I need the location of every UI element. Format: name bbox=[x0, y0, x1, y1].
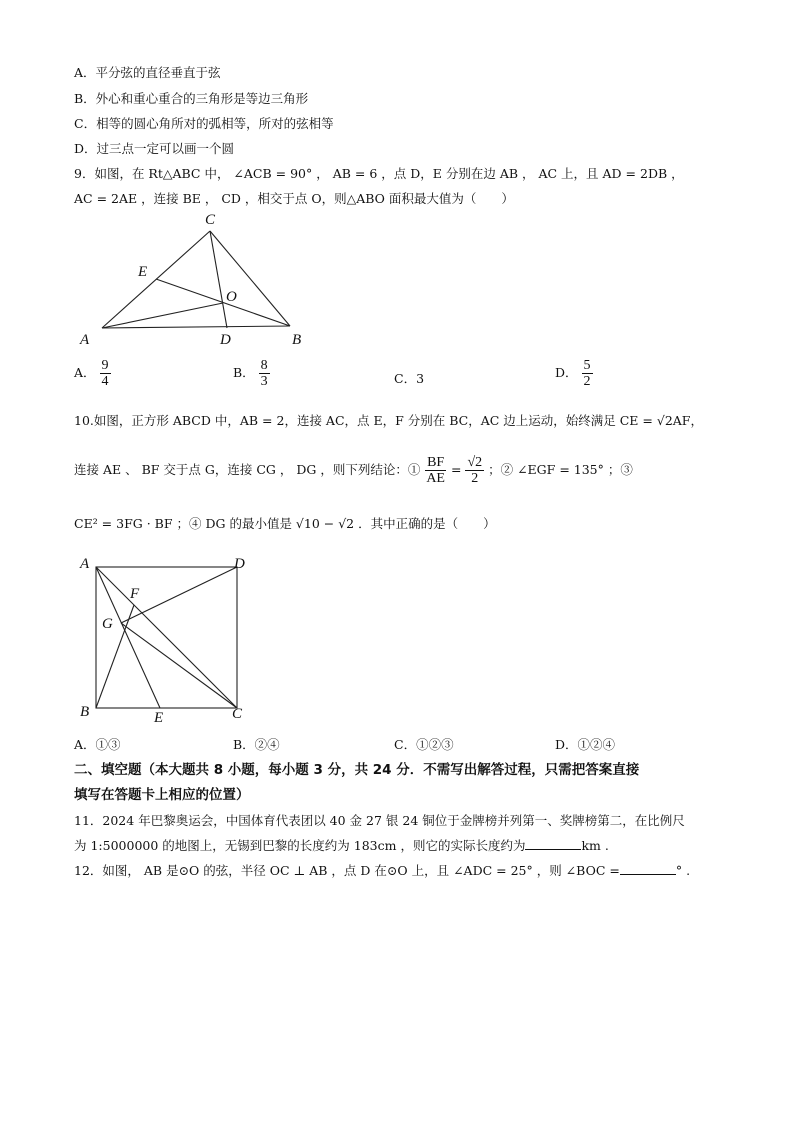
q12-stem: 12．如图， AB 是⊙O 的弦，半径 OC ⊥ AB ，点 D 在⊙O 上，且 ∠ADC = 25° ，则 ∠BOC = ° . bbox=[74, 863, 691, 878]
section-heading-line2: 填写在答题卡上相应的位置） bbox=[74, 787, 250, 803]
q11-stem-line1: 11．2024 年巴黎奥运会，中国体育代表团以 40 金 27 银 24 铜位于金牌榜并列第一、奖牌榜第二，在比例尺 bbox=[74, 813, 685, 828]
fraction-bf-ae: $\frac{BF}{AE}$ bbox=[426, 455, 445, 486]
fraction: $\frac{9}{4}$ bbox=[101, 358, 109, 389]
fraction: $\frac{5}{2}$ bbox=[583, 358, 591, 389]
segment-ae bbox=[96, 567, 160, 708]
label-o: O bbox=[226, 289, 237, 305]
segment-ab bbox=[102, 326, 290, 328]
q10-option-b: B．②④ bbox=[233, 737, 280, 752]
label-a: A bbox=[80, 556, 90, 572]
q10-option-a: A．①③ bbox=[74, 737, 121, 752]
segment-gc bbox=[121, 623, 237, 708]
fraction: $\frac{8}{3}$ bbox=[260, 358, 268, 389]
q11-stem-line2: 为 1:5000000 的地图上，无锡到巴黎的长度约为 183cm ，则它的实际长度约为 km . bbox=[74, 838, 609, 853]
q8-option-a: A．平分弦的直径垂直于弦 bbox=[74, 65, 221, 80]
answer-blank[interactable] bbox=[525, 837, 581, 850]
q9-option-c: C．3 bbox=[394, 371, 425, 386]
label-f: F bbox=[130, 586, 140, 602]
diagonal-ac bbox=[96, 567, 237, 708]
label-b: B bbox=[80, 704, 90, 720]
q8-option-b: B．外心和重心重合的三角形是等边三角形 bbox=[74, 91, 309, 106]
q9-triangle-figure bbox=[70, 208, 320, 353]
q9-option-d: D． $\frac{5}{2}$ bbox=[555, 358, 591, 389]
q10-stem-line3: CE² = 3FG · BF ；④ DG 的最小值是 √10 − √2 ．其中正确的是（ ） bbox=[74, 516, 496, 531]
segment-ao bbox=[102, 303, 223, 328]
label-b: B bbox=[292, 332, 302, 348]
fraction-root2-2: $\frac{√2}{2}$ bbox=[467, 455, 483, 486]
q9-stem-line2: AC = 2AE ，连接 BE ， CD ，相交于点 O，则△ABO 面积最大值为（ ） bbox=[74, 191, 514, 206]
q9-option-a: A． $\frac{9}{4}$ bbox=[74, 358, 109, 389]
q9-stem-line1: 9．如图，在 Rt△ABC 中， ∠ACB = 90° ， AB = 6 ，点 D，E 分别在边 AB ， AC 上，且 AD = 2DB ， bbox=[74, 166, 684, 181]
label-c: C bbox=[232, 706, 243, 722]
q10-option-c: C．①②③ bbox=[394, 737, 454, 752]
q9-option-b: B． $\frac{8}{3}$ bbox=[233, 358, 268, 389]
segment-cd bbox=[210, 231, 227, 328]
label-d: D bbox=[234, 556, 245, 572]
label-g: G bbox=[102, 616, 113, 632]
label-c: C bbox=[205, 212, 216, 228]
q10-square-figure bbox=[74, 552, 264, 730]
label-e: E bbox=[138, 264, 148, 280]
section-heading-line1: 二、填空题（本大题共 8 小题，每小题 3 分，共 24 分．不需写出解答过程，只需把答案直接 bbox=[74, 762, 640, 778]
label-a: A bbox=[80, 332, 90, 348]
q8-option-c: C．相等的圆心角所对的弧相等，所对的弦相等 bbox=[74, 116, 334, 131]
answer-blank[interactable] bbox=[620, 862, 676, 875]
label-e: E bbox=[154, 710, 164, 726]
q8-option-d: D．过三点一定可以画一个圆 bbox=[74, 141, 235, 156]
q10-stem-line1: 10.如图，正方形 ABCD 中，AB = 2，连接 AC，点 E，F 分别在 BC，AC 边上运动，始终满足 CE = √2AF， bbox=[74, 413, 703, 428]
q10-option-d: D．①②④ bbox=[555, 737, 616, 752]
label-d: D bbox=[220, 332, 231, 348]
q10-stem-line2: 连接 AE 、 BF 交于点 G，连接 CG ， DG ，则下列结论：① $\frac{BF}{AE}$ = $\frac{√2}{2}$ ；② ∠EGF = 135° ；③ bbox=[74, 455, 633, 486]
